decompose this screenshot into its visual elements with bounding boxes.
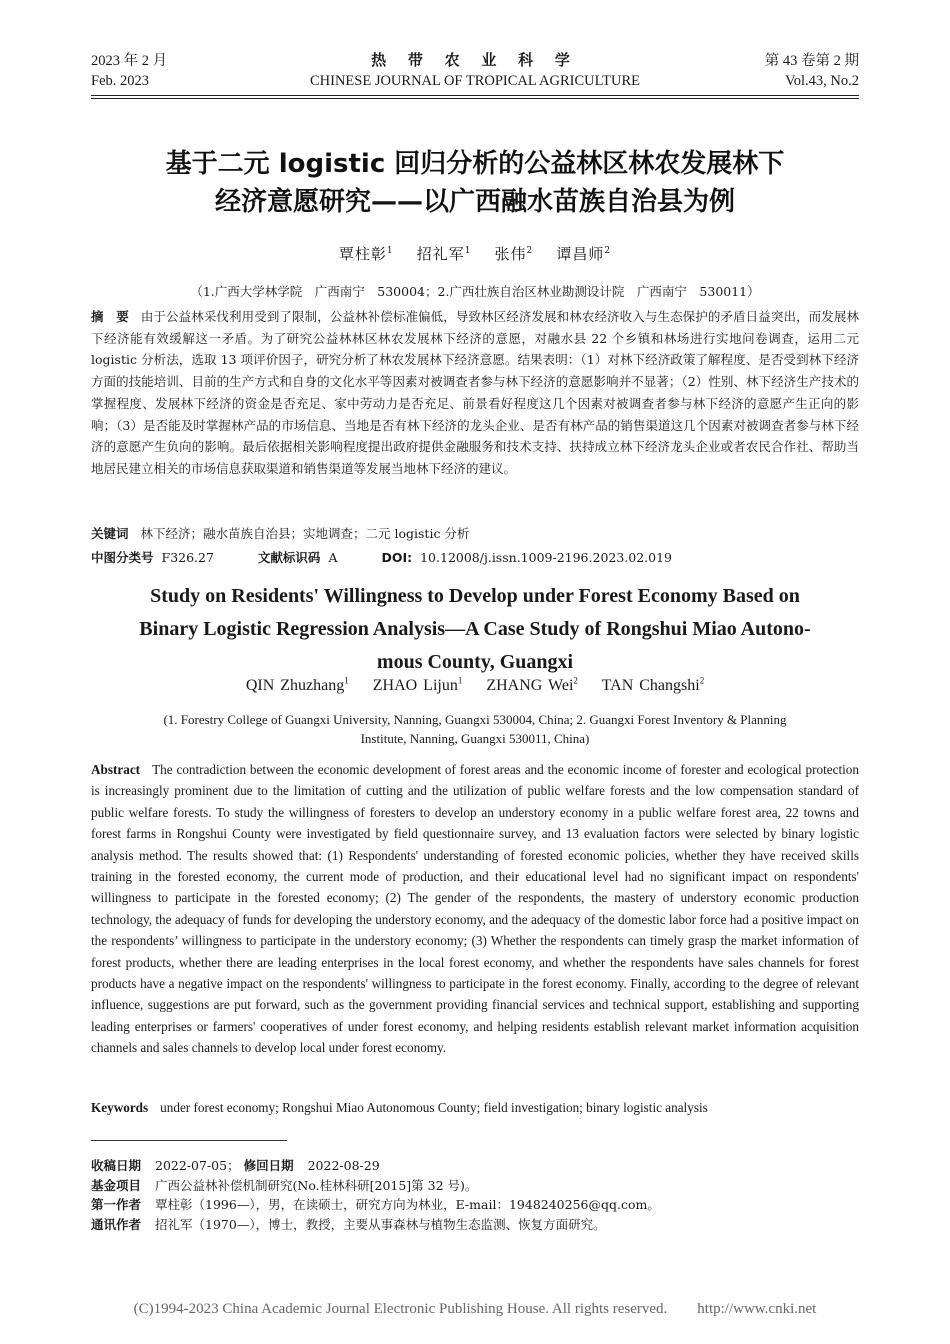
corresponding-value: 招礼军（1970—），博士，教授，主要从事森林与植物生态监测、恢复方面研究。 [155, 1216, 606, 1232]
header-journal-en: CHINESE JOURNAL OF TROPICAL AGRICULTURE [309, 73, 641, 89]
footnote-fund [91, 1176, 871, 1196]
first-author-label: 第一作者 [91, 1197, 142, 1212]
fund-label: 基金项目 [91, 1177, 142, 1193]
abstract-en-text: The contradiction between the economic development of forest areas and the economic income of forester and ecological protection is increasingly prominent due to the limitation of cutting and the utilization of public welfare forests and the low compensation standard of public welfare forests. To study the willingness of foresters to develop an understory economy in a public welfare forest area, 22 towns and forest farms in Rongshui County were investigated by field questionnaire survey, and 13 evaluation factors were selected by binary logistic analysis method. The results showed that: (1) Respondents' understanding of forested economic policies, whether they have received skills training in the forested economy, the current mode of production, and their educational level had no significant impact on respondents' willingness to participate in the forested economy; (2) The gender of the respondents, the mastery of understory economic production technology, the adequacy of funds for developing the understory economy, and the adequacy of the domestic labor force had a positive impact on the respondents’ willingness to participate in the understory economy; (3) Whether the respondents can timely grasp the market information of forest products, whether there are leading enterprises in the local forest economy, and whether the respondents have sales channels for forest products have a negative impact on the respondents' willingness to participate in the forest economy. Finally, according to the degree of relevant influence, suggestions are put forward, such as the government providing financial services and technical support, establishing and supporting leading enterprises or farmers' cooperatives of under forest economy, and helping residents establish relevant market information acquisition channels and sales channels to develop local under forest economy. [91, 762, 859, 1056]
header-issue [765, 51, 859, 91]
fund-value: 广西公益林补偿机制研究(No.桂林科研[2015]第 32 号)。 [155, 1177, 478, 1193]
author-cn: 张伟$^2$ [494, 245, 534, 263]
author-cn: 覃柱彰$^1$ [338, 245, 394, 263]
keywords-en [91, 1100, 708, 1116]
copyright-footer: (C)1994-2023 China Academic Journal Electronic Publishing House. All rights reserved. http://www.cnki.net [133, 1301, 817, 1317]
footnote-rule [91, 1140, 287, 1141]
header-date-en: Feb. 2023 [91, 73, 149, 89]
header-rule-thin [91, 98, 859, 99]
authors-cn [0, 243, 950, 264]
footnote-first-author [91, 1195, 871, 1215]
revised-label: 修回日期 [243, 1158, 294, 1173]
affiliation-cn: （1.广西大学林学院 广西南宁 530004；2.广西壮族自治区林业勘测设计院 广西南宁 530011） [190, 284, 760, 299]
author-cn: 谭昌师$^2$ [556, 245, 612, 263]
title-en-line1: Study on Residents' Willingness to Develop under Forest Economy Based on [150, 585, 800, 607]
abstract-cn-text: 由于公益林采伐利用受到了限制，公益林补偿标准偏低，导致林区经济发展和林农经济收入与生态保护的矛盾日益突出，而发展林下经济能有效缓解这一矛盾。为了研究公益林林区林农发展林下经济的意愿，对融水县 22 个乡镇和林场进行实地问卷调查，运用二元 logistic 分析法，选取 13 项评价因子，研究分析了林农发展林下经济意愿。结果表明：（1）对林下经济政策了解程度、是否受到林下经济方面的技能培训、目前的生产方式和自身的文化水平等因素对被调查者参与林下经济的意愿影响并不显著；（2）性别、林下经济生产技术的掌握程度、发展林下经济的资金是否充足、家中劳动力是否充足、前景看好程度这几个因素对被调查者参与林下经济的意愿产生正向的影响；（3）是否能及时掌握林产品的市场信息、当地是否有林下经济的龙头企业、是否有林产品的销售渠道这几个因素对被调查者参与林下经济的意愿产生负向的影响。最后依据相关影响程度提出政府提供金融服务和技术支持、扶持成立林下经济龙头企业或者农民合作社、帮助当地居民建立相关的市场信息获取渠道和销售渠道等发展当地林下经济的建议。 [91, 309, 859, 476]
author-en: QIN Zhuzhang$^1$ [245, 675, 349, 694]
authors-en [0, 677, 950, 695]
keywords-cn [91, 524, 469, 542]
clc-value: F326.27 [161, 550, 214, 565]
footnote-dates [91, 1156, 871, 1176]
doi-label: DOI: [381, 550, 413, 565]
title-cn-line1: 基于二元 logistic 回归分析的公益林区林农发展林下 [165, 149, 785, 179]
header-journal-cn: 热 带 农 业 科 学 [371, 53, 579, 69]
title-en-line2: Binary Logistic Regression Analysis—A Case Study of Rongshui Miao Autono- [139, 618, 811, 640]
received-label: 收稿日期 [91, 1158, 142, 1173]
first-author-value: 覃柱彰（1996—），男，在读硕士，研究方向为林业，E-mail：1948240256@qq.com。 [155, 1197, 660, 1212]
received-value: 2022-07-05； [155, 1158, 240, 1173]
title-en [70, 580, 880, 679]
affiliation-en-line2: Institute, Nanning, Guangxi 530011, China) [360, 731, 590, 746]
author-en: TAN Changshi$^2$ [601, 675, 705, 694]
classification-line [91, 548, 672, 566]
doc-code-value: A [328, 550, 338, 565]
affiliation-en-line1: (1. Forestry College of Guangxi University, Nanning, Guangxi 530004, China; 2. Guangxi Forest Inventory & Planning [163, 712, 787, 727]
title-cn [70, 145, 880, 221]
keywords-cn-text: 林下经济；融水苗族自治县；实地调查；二元 logistic 分析 [140, 526, 470, 541]
doc-code-label: 文献标识码 [257, 550, 321, 565]
abstract-cn [91, 306, 859, 480]
header-issue-en: Vol.43, No.2 [785, 73, 859, 89]
revised-value: 2022-08-29 [307, 1158, 380, 1173]
keywords-en-label: Keywords [91, 1100, 149, 1115]
footnote-corresponding [91, 1215, 871, 1235]
corresponding-label: 通讯作者 [91, 1216, 142, 1232]
header-date-cn: 2023 年 2 月 [91, 53, 168, 69]
author-en: ZHANG Wei$^2$ [486, 675, 578, 694]
keywords-cn-label: 关键词 [91, 526, 129, 541]
affiliation-en [100, 710, 850, 748]
keywords-en-text: under forest economy; Rongshui Miao Autonomous County; field investigation; binary logistic analysis [160, 1100, 708, 1115]
title-en-line3: mous County, Guangxi [376, 651, 574, 673]
abstract-cn-label: 摘 要 [91, 309, 129, 324]
title-cn-line2: 经济意愿研究——以广西融水苗族自治县为例 [214, 187, 735, 217]
doi-value: 10.12008/j.issn.1009-2196.2023.02.019 [420, 550, 673, 565]
author-en: ZHAO Lijun$^1$ [372, 675, 463, 694]
footnotes [91, 1156, 871, 1234]
abstract-en-label: Abstract [91, 762, 141, 777]
author-cn: 招礼军$^1$ [416, 245, 472, 263]
header-issue-cn: 第 43 卷第 2 期 [764, 53, 859, 69]
abstract-en [91, 759, 859, 1059]
header-rule [91, 95, 859, 96]
clc-label: 中图分类号 [91, 550, 154, 565]
